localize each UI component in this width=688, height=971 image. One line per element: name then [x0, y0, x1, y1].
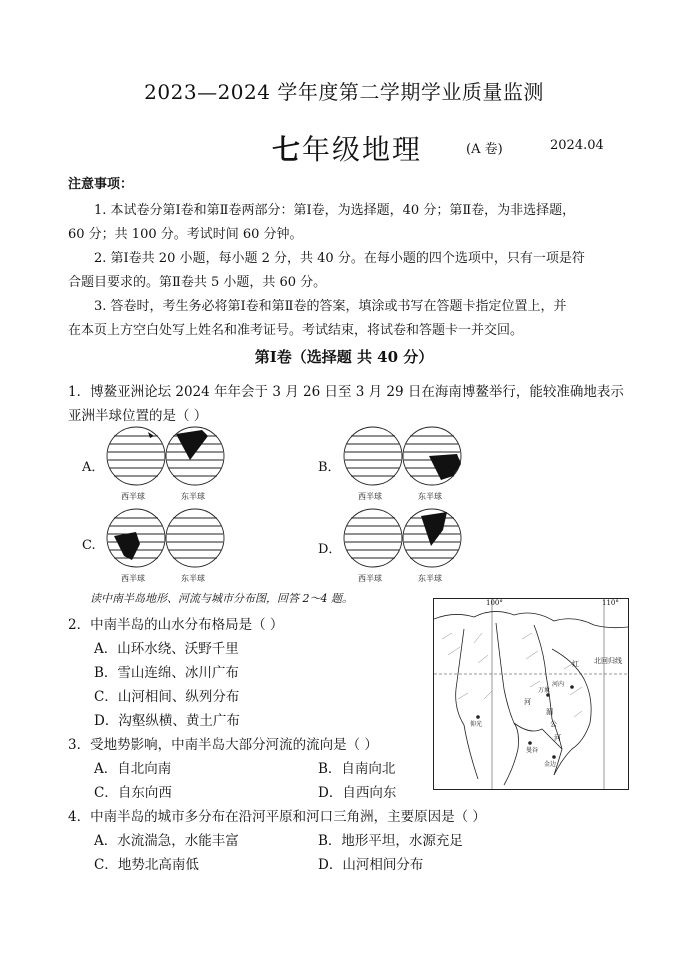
- notice-line: 2. 第Ⅰ卷共 20 小题，每小题 2 分，共 40 分。在每小题的四个选项中，只有一项是符: [94, 251, 585, 266]
- exam-date: 2024.04: [550, 138, 604, 153]
- q1-option-a-label: A．: [82, 460, 105, 475]
- q1-stem-line2: 亚洲半球位置的是（ ）: [68, 408, 208, 424]
- subject-title: [272, 128, 422, 168]
- notice-line: 60 分；共 100 分。考试时间 60 分钟。: [68, 227, 303, 242]
- q1-option-b-label: B．: [318, 460, 341, 475]
- globe-caption-west: 西半球: [121, 492, 145, 501]
- q1-stem-line1: 1．博鳌亚洲论坛 2024 年年会于 3 月 26 日至 3 月 29 日在海南博鳌举行，能较准确地表示: [68, 384, 624, 400]
- map-city-hanoi: 河内: [552, 681, 565, 688]
- q4-option-d: D．山河相间分布: [318, 857, 424, 873]
- q4-option-b: B．地形平坦，水源充足: [318, 833, 463, 849]
- q1-option-d-label: D．: [318, 542, 342, 557]
- q2-option-a: A．山环水绕、沃野千里: [94, 641, 239, 657]
- q2-stem: 2．中南半岛的山水分布格局是（ ）: [68, 617, 284, 633]
- part1-title: 第Ⅰ卷（选择题 共 40 分）: [254, 348, 434, 366]
- notice-line: 1. 本试卷分第Ⅰ卷和第Ⅱ卷两部分：第Ⅰ卷，为选择题，40 分；第Ⅱ卷，为非选择题，: [94, 203, 576, 218]
- map-tropic-label: 北回归线: [594, 657, 622, 665]
- q4-option-a: A．水流湍急，水能丰富: [94, 833, 239, 849]
- map-city-bangkok: 曼谷: [526, 747, 539, 754]
- q4-stem: 4．中南半岛的城市多分布在沿河平原和河口三角洲，主要原因是（ ）: [68, 809, 486, 825]
- globe-caption-east: 东半球: [181, 492, 205, 501]
- globe-caption-west: 西半球: [358, 492, 382, 501]
- q1-globes-c: [106, 506, 226, 570]
- map-river-label: 红: [572, 660, 579, 668]
- globe-caption-east: 东半球: [418, 574, 442, 583]
- map-city-phnompenh: 金边: [544, 761, 557, 768]
- q1-globes-a: [106, 424, 226, 488]
- indochina-map: [433, 598, 629, 790]
- globe-caption-west: 西半球: [358, 574, 382, 583]
- map-city-yangon: 仰光: [470, 721, 483, 728]
- q3-option-b: B．自南向北: [318, 761, 396, 777]
- q3-option-a: A．自北向南: [94, 761, 172, 777]
- map-caption: 读中南半岛地形、河流与城市分布图，回答 2～4 题。: [90, 592, 353, 605]
- q3-stem: 3．受地势影响，中南半岛大部分河流的流向是（ ）: [68, 737, 378, 753]
- notice-line: 合题目要求的。第Ⅱ卷共 5 小题，共 60 分。: [68, 275, 327, 290]
- map-city-vientiane: 万象: [538, 687, 551, 694]
- map-river-label: 湄: [546, 708, 553, 716]
- notice-heading: 注意事项：: [68, 177, 134, 192]
- map-river-label: 公: [550, 720, 557, 728]
- notice-line: 3. 答卷时，考生务必将第Ⅰ卷和第Ⅱ卷的答案，填涂或书写在答题卡指定位置上，并: [94, 299, 567, 314]
- globe-caption-west: 西半球: [121, 574, 145, 583]
- globe-caption-east: 东半球: [418, 492, 442, 501]
- map-river-label: 河: [554, 734, 561, 742]
- q3-option-c: C．自东向西: [94, 785, 172, 801]
- q2-option-c: C．山河相间、纵列分布: [94, 689, 240, 705]
- paper-version: (A 卷): [466, 142, 503, 157]
- map-river-label: 河: [524, 698, 531, 706]
- subject-name: 年级地理: [302, 133, 423, 166]
- q3-option-d: D．自西向东: [318, 785, 397, 801]
- q2-option-d: D．沟壑纵横、黄土广布: [94, 713, 240, 729]
- q1-globes-d: [343, 506, 463, 570]
- q4-option-c: C．地势北高南低: [94, 857, 199, 873]
- q2-option-b: B．雪山连绵、冰川广布: [94, 665, 239, 681]
- q1-option-c-label: C.: [82, 538, 96, 553]
- map-lon-100: 100°: [486, 599, 503, 607]
- exam-title: 2023—2024 学年度第二学期学业质量监测: [144, 80, 544, 104]
- q1-globes-b: [343, 424, 463, 488]
- notice-line: 在本页上方空白处写上姓名和准考证号。考试结束，将试卷和答题卡一并交回。: [68, 323, 524, 338]
- globe-caption-east: 东半球: [181, 574, 205, 583]
- subject-grade: 七: [272, 133, 303, 166]
- map-lon-110: 110°: [602, 599, 619, 607]
